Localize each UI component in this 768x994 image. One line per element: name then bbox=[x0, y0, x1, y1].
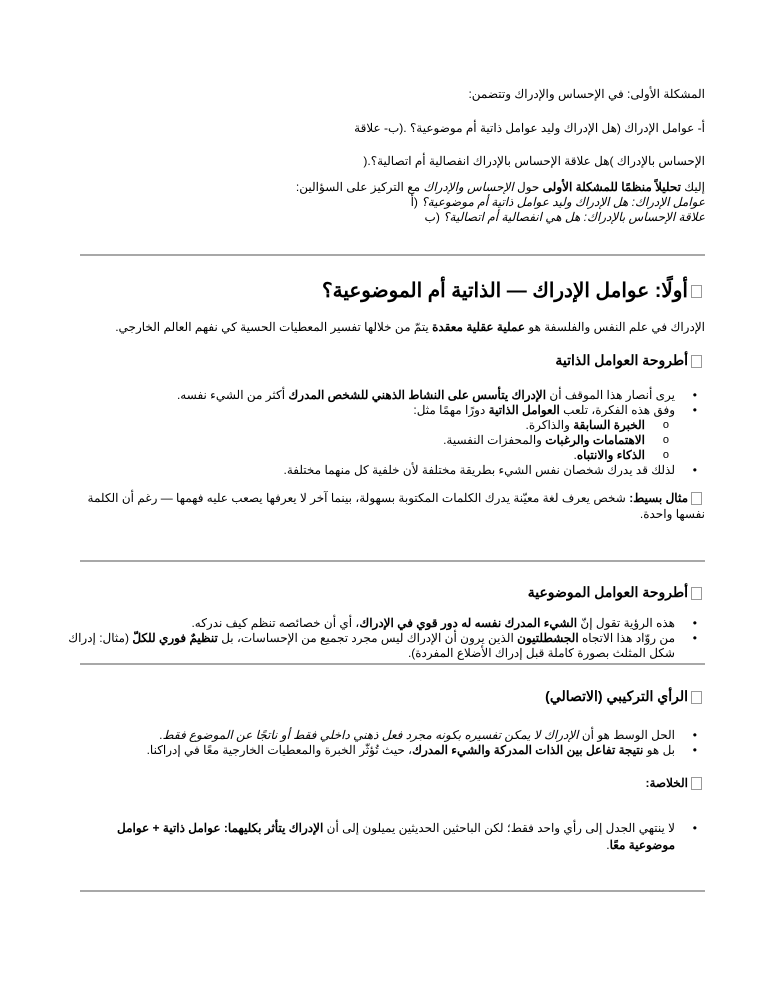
checkbox-icon bbox=[691, 285, 702, 298]
checkbox-icon bbox=[691, 691, 702, 704]
checkbox-icon bbox=[691, 355, 702, 368]
text: شخص يعرف لغة معيّنة يدرك الكلمات المكتوبة بسهولة، بينما آخر لا يعرفها يصعب عليه فهمها — رغم أن الكلمة نفسها واحدة. bbox=[87, 491, 705, 521]
text: لا ينتهي الجدل إلى رأي واحد فقط؛ لكن الباحثين الحديثين يميلون إلى أن bbox=[323, 821, 675, 835]
sub-list-item bbox=[65, 418, 645, 433]
question-b bbox=[80, 210, 705, 225]
bold-text: الإدراك يتأثر بكليهما: عوامل ذاتية + عوامل موضوعية معًا bbox=[117, 821, 675, 852]
synthesis-list bbox=[65, 728, 705, 758]
checkbox-icon bbox=[691, 587, 702, 600]
conclusion-heading bbox=[65, 776, 705, 790]
bold-text: نتيجة تفاعل بين الذات المدركة والشيء المدرك bbox=[412, 743, 644, 757]
heading-text: أطروحة العوامل الذاتية bbox=[555, 352, 688, 368]
italic-text: الإحساس والإدراك bbox=[423, 180, 514, 194]
italic-text: علاقة الإحساس بالإدراك: هل هي انفصالية أم اتصالية؟ bbox=[443, 210, 705, 224]
italic-text: الإدراك لا يمكن تفسيره بكونه مجرد فعل ذهني داخلي فقط أو ناتجًا عن الموضوع فقط bbox=[162, 728, 579, 742]
list-item bbox=[105, 820, 675, 854]
sub-list-item bbox=[65, 433, 645, 448]
divider bbox=[80, 560, 705, 562]
heading-text: أولًا: عوامل الإدراك — الذاتية أم الموضوعية؟ bbox=[321, 280, 688, 302]
list-item bbox=[65, 403, 675, 418]
heading-text: الرأي التركيبي (الاتصالي) bbox=[545, 688, 688, 704]
objective-list bbox=[65, 616, 705, 661]
heading-text: الخلاصة: bbox=[645, 776, 688, 790]
text: هذه الرؤية تقول إنّ bbox=[577, 616, 675, 630]
section2-heading bbox=[65, 584, 705, 601]
sub-list-item bbox=[65, 448, 645, 463]
text: وفق هذه الفكرة، تلعب bbox=[559, 403, 675, 417]
section1-heading bbox=[65, 278, 705, 303]
text: يرى أنصار هذا الموقف أن bbox=[546, 388, 675, 402]
list-item: • لذلك قد يدرك شخصان نفس الشيء بطريقة مختلفة لأن خلفية كل منهما مختلفة. bbox=[65, 463, 675, 478]
list-item bbox=[65, 616, 675, 631]
text: (مثال: إدراك شكل المثلث بصورة كاملة قبل إدراك الأضلاع المفردة). bbox=[68, 631, 675, 660]
summary-block bbox=[80, 180, 705, 225]
text: والمحفزات النفسية. bbox=[443, 433, 546, 447]
definition bbox=[65, 320, 705, 334]
intro-line-2: أ- عوامل الإدراك (هل الإدراك وليد عوامل ذاتية أم موضوعية؟ .(ب- علاقة bbox=[354, 121, 705, 135]
text: ، أي أن خصائصه تنظم كيف ندركه. bbox=[191, 616, 360, 630]
text: . bbox=[159, 728, 163, 742]
text: مع التركيز على السؤالين: bbox=[295, 180, 424, 194]
text: أكثر من الشيء نفسه. bbox=[176, 388, 289, 402]
text: بل هو bbox=[643, 743, 675, 757]
divider bbox=[80, 890, 705, 892]
bold-text: مثال بسيط: bbox=[629, 491, 688, 505]
text: والذاكرة. bbox=[525, 418, 574, 432]
list-item bbox=[65, 728, 675, 743]
divider bbox=[80, 663, 705, 665]
bold-text: العوامل الذاتية bbox=[488, 403, 560, 417]
bold-text: الخبرة السابقة bbox=[573, 418, 645, 432]
text: الحل الوسط هو أن bbox=[578, 728, 675, 742]
bold-text: تحليلاً منظمًا للمشكلة الأولى bbox=[542, 180, 681, 194]
question-a bbox=[80, 195, 705, 210]
text: . bbox=[606, 838, 610, 852]
divider bbox=[80, 254, 705, 256]
summary-intro bbox=[80, 180, 705, 195]
example-paragraph bbox=[75, 490, 705, 522]
bold-text: الإدراك يتأسس على النشاط الذهني للشخص المدرك bbox=[288, 388, 547, 402]
subjective-heading bbox=[65, 352, 705, 369]
text: يتمّ من خلالها تفسير المعطيات الحسية كي نفهم العالم الخارجي. bbox=[115, 320, 433, 334]
bold-text: الشيء المدرك نفسه له دور قوي في الإدراك bbox=[359, 616, 578, 630]
bold-text: الجشطلتيون bbox=[517, 631, 579, 645]
text: حول bbox=[513, 180, 543, 194]
text: (ب bbox=[424, 210, 444, 224]
bold-text: تنظيمٌ فوري للكلّ bbox=[132, 631, 218, 645]
text: من روّاد هذا الاتجاه bbox=[578, 631, 675, 645]
section3-heading bbox=[65, 688, 705, 705]
bold-text: الاهتمامات والرغبات bbox=[545, 433, 645, 447]
text: الإدراك في علم النفس والفلسفة هو bbox=[525, 320, 705, 334]
italic-text: عوامل الإدراك: هل الإدراك وليد عوامل ذاتية أم موضوعية؟ bbox=[421, 195, 705, 209]
conclusion-list bbox=[65, 820, 705, 854]
intro-line-3: الإحساس بالإدراك )هل علاقة الإحساس بالإدراك انفصالية أم اتصالية؟.( bbox=[363, 154, 705, 168]
text: إليك bbox=[680, 180, 705, 194]
intro-line-1: المشكلة الأولى: في الإحساس والإدراك وتتضمن: bbox=[468, 87, 705, 101]
subjective-list bbox=[65, 388, 705, 478]
text: . bbox=[573, 448, 577, 462]
checkbox-icon bbox=[691, 492, 702, 505]
list-item bbox=[65, 388, 675, 403]
list-item bbox=[65, 631, 675, 661]
text: (أ bbox=[410, 195, 422, 209]
text: دورًا مهمًا مثل: bbox=[413, 403, 489, 417]
checkbox-icon bbox=[691, 777, 702, 790]
list-item bbox=[65, 743, 675, 758]
bold-text: عملية عقلية معقدة bbox=[432, 320, 526, 334]
text: ، حيث تُؤثّر الخبرة والمعطيات الخارجية معًا في إدراكنا. bbox=[146, 743, 413, 757]
heading-text: أطروحة العوامل الموضوعية bbox=[527, 584, 688, 600]
text: الذين يرون أن الإدراك ليس مجرد تجميع من الإحساسات، بل bbox=[217, 631, 518, 645]
bold-text: الذكاء والانتباه bbox=[576, 448, 645, 462]
